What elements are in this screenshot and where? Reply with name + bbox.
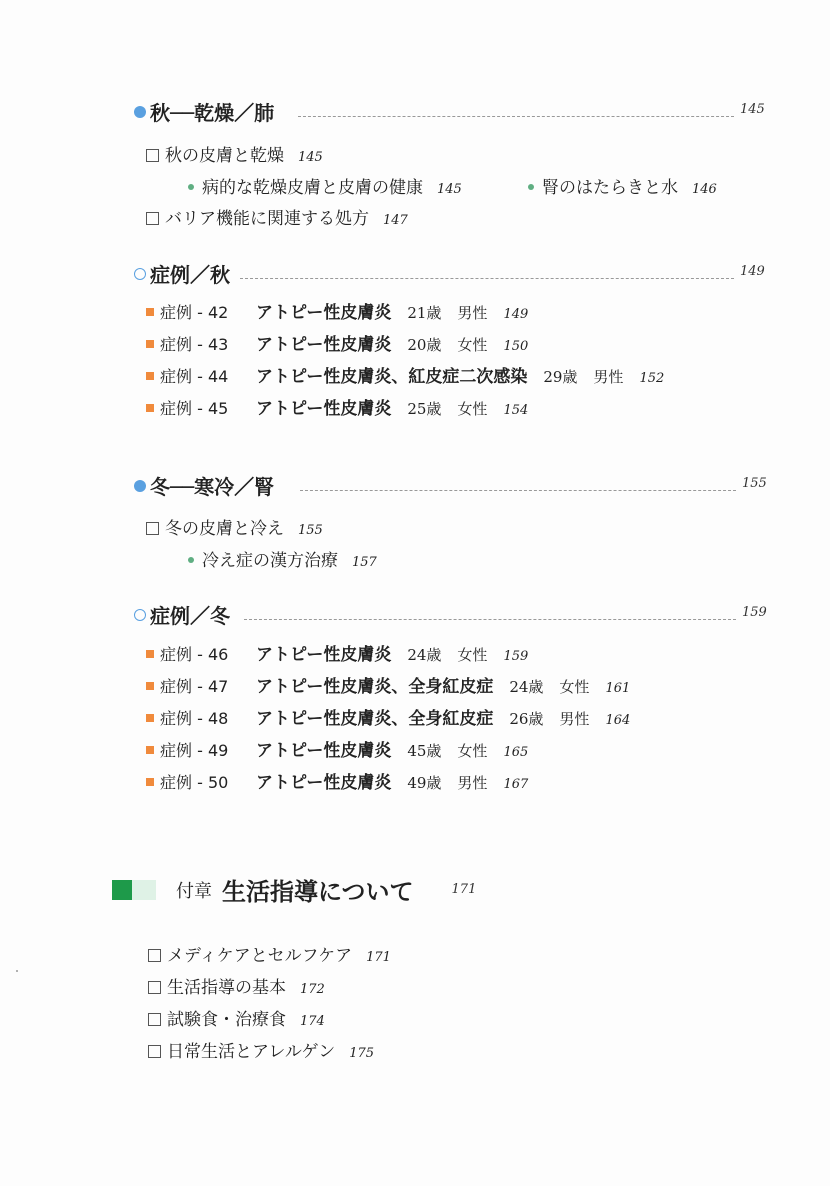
case-row[interactable]: [146, 768, 528, 793]
item-text: バリア機能に関連する処方: [165, 209, 369, 229]
leader-dots: [300, 490, 736, 491]
orange-square-icon: [146, 650, 154, 658]
orange-square-icon: [146, 308, 154, 316]
case-number: 症例 - 50: [160, 773, 229, 792]
case-number: 症例 - 49: [160, 741, 229, 760]
case-sex: 女性: [457, 336, 488, 354]
case-row[interactable]: [146, 298, 528, 323]
section-page: 145: [740, 102, 765, 117]
green-square-icon: [112, 880, 132, 900]
case-row[interactable]: [146, 736, 528, 761]
checkbox-square-icon: [148, 981, 161, 994]
orange-square-icon: [146, 372, 154, 380]
case-sex: 女性: [457, 742, 488, 760]
checkbox-square-icon: [146, 522, 159, 535]
case-sex: 女性: [559, 678, 590, 696]
case-page: 152: [639, 371, 665, 386]
case-row[interactable]: [146, 672, 630, 697]
blue-filled-circle-icon: [134, 480, 146, 492]
toc-item[interactable]: [148, 1037, 374, 1062]
item-page: 172: [300, 982, 325, 997]
section-title: 症例／秋: [150, 263, 230, 287]
case-sex: 男性: [593, 368, 624, 386]
toc-item[interactable]: [146, 204, 408, 229]
appendix-title: 生活指導について: [222, 878, 414, 906]
orange-square-icon: [146, 404, 154, 412]
case-number: 症例 - 42: [160, 303, 229, 322]
case-sex: 男性: [457, 304, 488, 322]
case-row[interactable]: [146, 362, 664, 387]
blue-open-circle-icon: [134, 609, 146, 621]
case-number: 症例 - 43: [160, 335, 229, 354]
case-page: 161: [605, 681, 631, 696]
item-text: 病的な乾燥皮膚と皮膚の健康: [202, 178, 423, 198]
case-page: 150: [503, 339, 529, 354]
section-page: 159: [742, 605, 767, 620]
case-sex: 女性: [457, 646, 488, 664]
checkbox-square-icon: [148, 949, 161, 962]
orange-square-icon: [146, 714, 154, 722]
case-row[interactable]: [146, 640, 528, 665]
orange-square-icon: [146, 682, 154, 690]
toc-item[interactable]: [148, 941, 391, 966]
toc-item[interactable]: [148, 973, 325, 998]
checkbox-square-icon: [146, 149, 159, 162]
appendix-label: 付章: [176, 880, 212, 902]
section-heading-winter: [134, 471, 274, 500]
toc-item[interactable]: [146, 514, 323, 539]
case-page: 164: [605, 713, 631, 728]
toc-subitem[interactable]: [188, 173, 462, 198]
orange-square-icon: [146, 746, 154, 754]
orange-square-icon: [146, 778, 154, 786]
light-green-square-icon: [132, 880, 156, 900]
section-heading-autumn: [134, 97, 274, 126]
toc-item[interactable]: [146, 141, 323, 166]
case-row[interactable]: [146, 704, 630, 729]
appendix-page: 171: [451, 882, 477, 897]
toc-item[interactable]: [148, 1005, 325, 1030]
section-heading-cases-winter: [134, 600, 230, 629]
item-page: 145: [298, 150, 323, 165]
case-age: 24歳: [407, 646, 442, 664]
item-text: 秋の皮膚と乾燥: [165, 146, 284, 166]
case-number: 症例 - 44: [160, 367, 229, 386]
case-number: 症例 - 48: [160, 709, 229, 728]
orange-square-icon: [146, 340, 154, 348]
item-page: 171: [366, 950, 391, 965]
section-page: 155: [742, 476, 767, 491]
case-sex: 男性: [457, 774, 488, 792]
case-age: 26歳: [509, 710, 544, 728]
item-page: 146: [692, 182, 717, 197]
section-title: 冬──寒冷／腎: [150, 475, 275, 499]
checkbox-square-icon: [146, 212, 159, 225]
blue-open-circle-icon: [134, 268, 146, 280]
case-diagnosis: アトピー性皮膚炎: [256, 773, 392, 793]
case-page: 154: [503, 403, 529, 418]
section-title: 秋──乾燥／肺: [150, 101, 275, 125]
case-diagnosis: アトピー性皮膚炎: [256, 303, 392, 323]
case-sex: 女性: [457, 400, 488, 418]
case-row[interactable]: [146, 330, 528, 355]
item-text: 腎のはたらきと水: [542, 178, 678, 198]
item-text: 試験食・治療食: [167, 1010, 286, 1030]
item-text: 生活指導の基本: [167, 978, 286, 998]
blue-filled-circle-icon: [134, 106, 146, 118]
case-age: 21歳: [407, 304, 442, 322]
case-page: 149: [503, 307, 529, 322]
case-age: 45歳: [407, 742, 442, 760]
item-page: 174: [300, 1014, 325, 1029]
checkbox-square-icon: [148, 1045, 161, 1058]
leader-dots: [240, 278, 734, 279]
case-age: 24歳: [509, 678, 544, 696]
case-number: 症例 - 46: [160, 645, 229, 664]
toc-subitem[interactable]: [188, 546, 377, 571]
green-bullet-icon: [188, 557, 194, 563]
item-text: メディケアとセルフケア: [167, 946, 353, 966]
case-age: 49歳: [407, 774, 442, 792]
item-page: 175: [349, 1046, 375, 1061]
item-page: 145: [437, 182, 462, 197]
case-age: 20歳: [407, 336, 442, 354]
item-page: 147: [383, 213, 408, 228]
case-page: 167: [503, 777, 529, 792]
case-age: 25歳: [407, 400, 442, 418]
case-diagnosis: アトピー性皮膚炎: [256, 399, 392, 419]
item-text: 日常生活とアレルゲン: [167, 1042, 336, 1062]
section-title: 症例／冬: [150, 604, 230, 628]
item-text: 冬の皮膚と冷え: [165, 519, 284, 539]
case-diagnosis: アトピー性皮膚炎、全身紅皮症: [256, 677, 494, 697]
scan-speck: [16, 970, 18, 972]
case-number: 症例 - 45: [160, 399, 229, 418]
leader-dots: [298, 116, 734, 117]
case-diagnosis: アトピー性皮膚炎、紅皮症二次感染: [256, 367, 528, 387]
case-sex: 男性: [559, 710, 590, 728]
leader-dots: [244, 619, 736, 620]
case-diagnosis: アトピー性皮膚炎: [256, 741, 392, 761]
green-bullet-icon: [188, 184, 194, 190]
section-heading-cases-autumn: [134, 259, 230, 288]
case-page: 159: [503, 649, 529, 664]
case-page: 165: [503, 745, 529, 760]
item-page: 157: [352, 555, 377, 570]
case-diagnosis: アトピー性皮膚炎: [256, 645, 392, 665]
case-number: 症例 - 47: [160, 677, 229, 696]
case-row[interactable]: [146, 394, 528, 419]
section-page: 149: [740, 264, 765, 279]
toc-subitem[interactable]: [528, 173, 717, 198]
item-text: 冷え症の漢方治療: [202, 551, 338, 571]
case-diagnosis: アトピー性皮膚炎、全身紅皮症: [256, 709, 494, 729]
case-age: 29歳: [543, 368, 578, 386]
green-bullet-icon: [528, 184, 534, 190]
case-diagnosis: アトピー性皮膚炎: [256, 335, 392, 355]
checkbox-square-icon: [148, 1013, 161, 1026]
item-page: 155: [298, 523, 323, 538]
appendix-heading: [112, 872, 476, 907]
